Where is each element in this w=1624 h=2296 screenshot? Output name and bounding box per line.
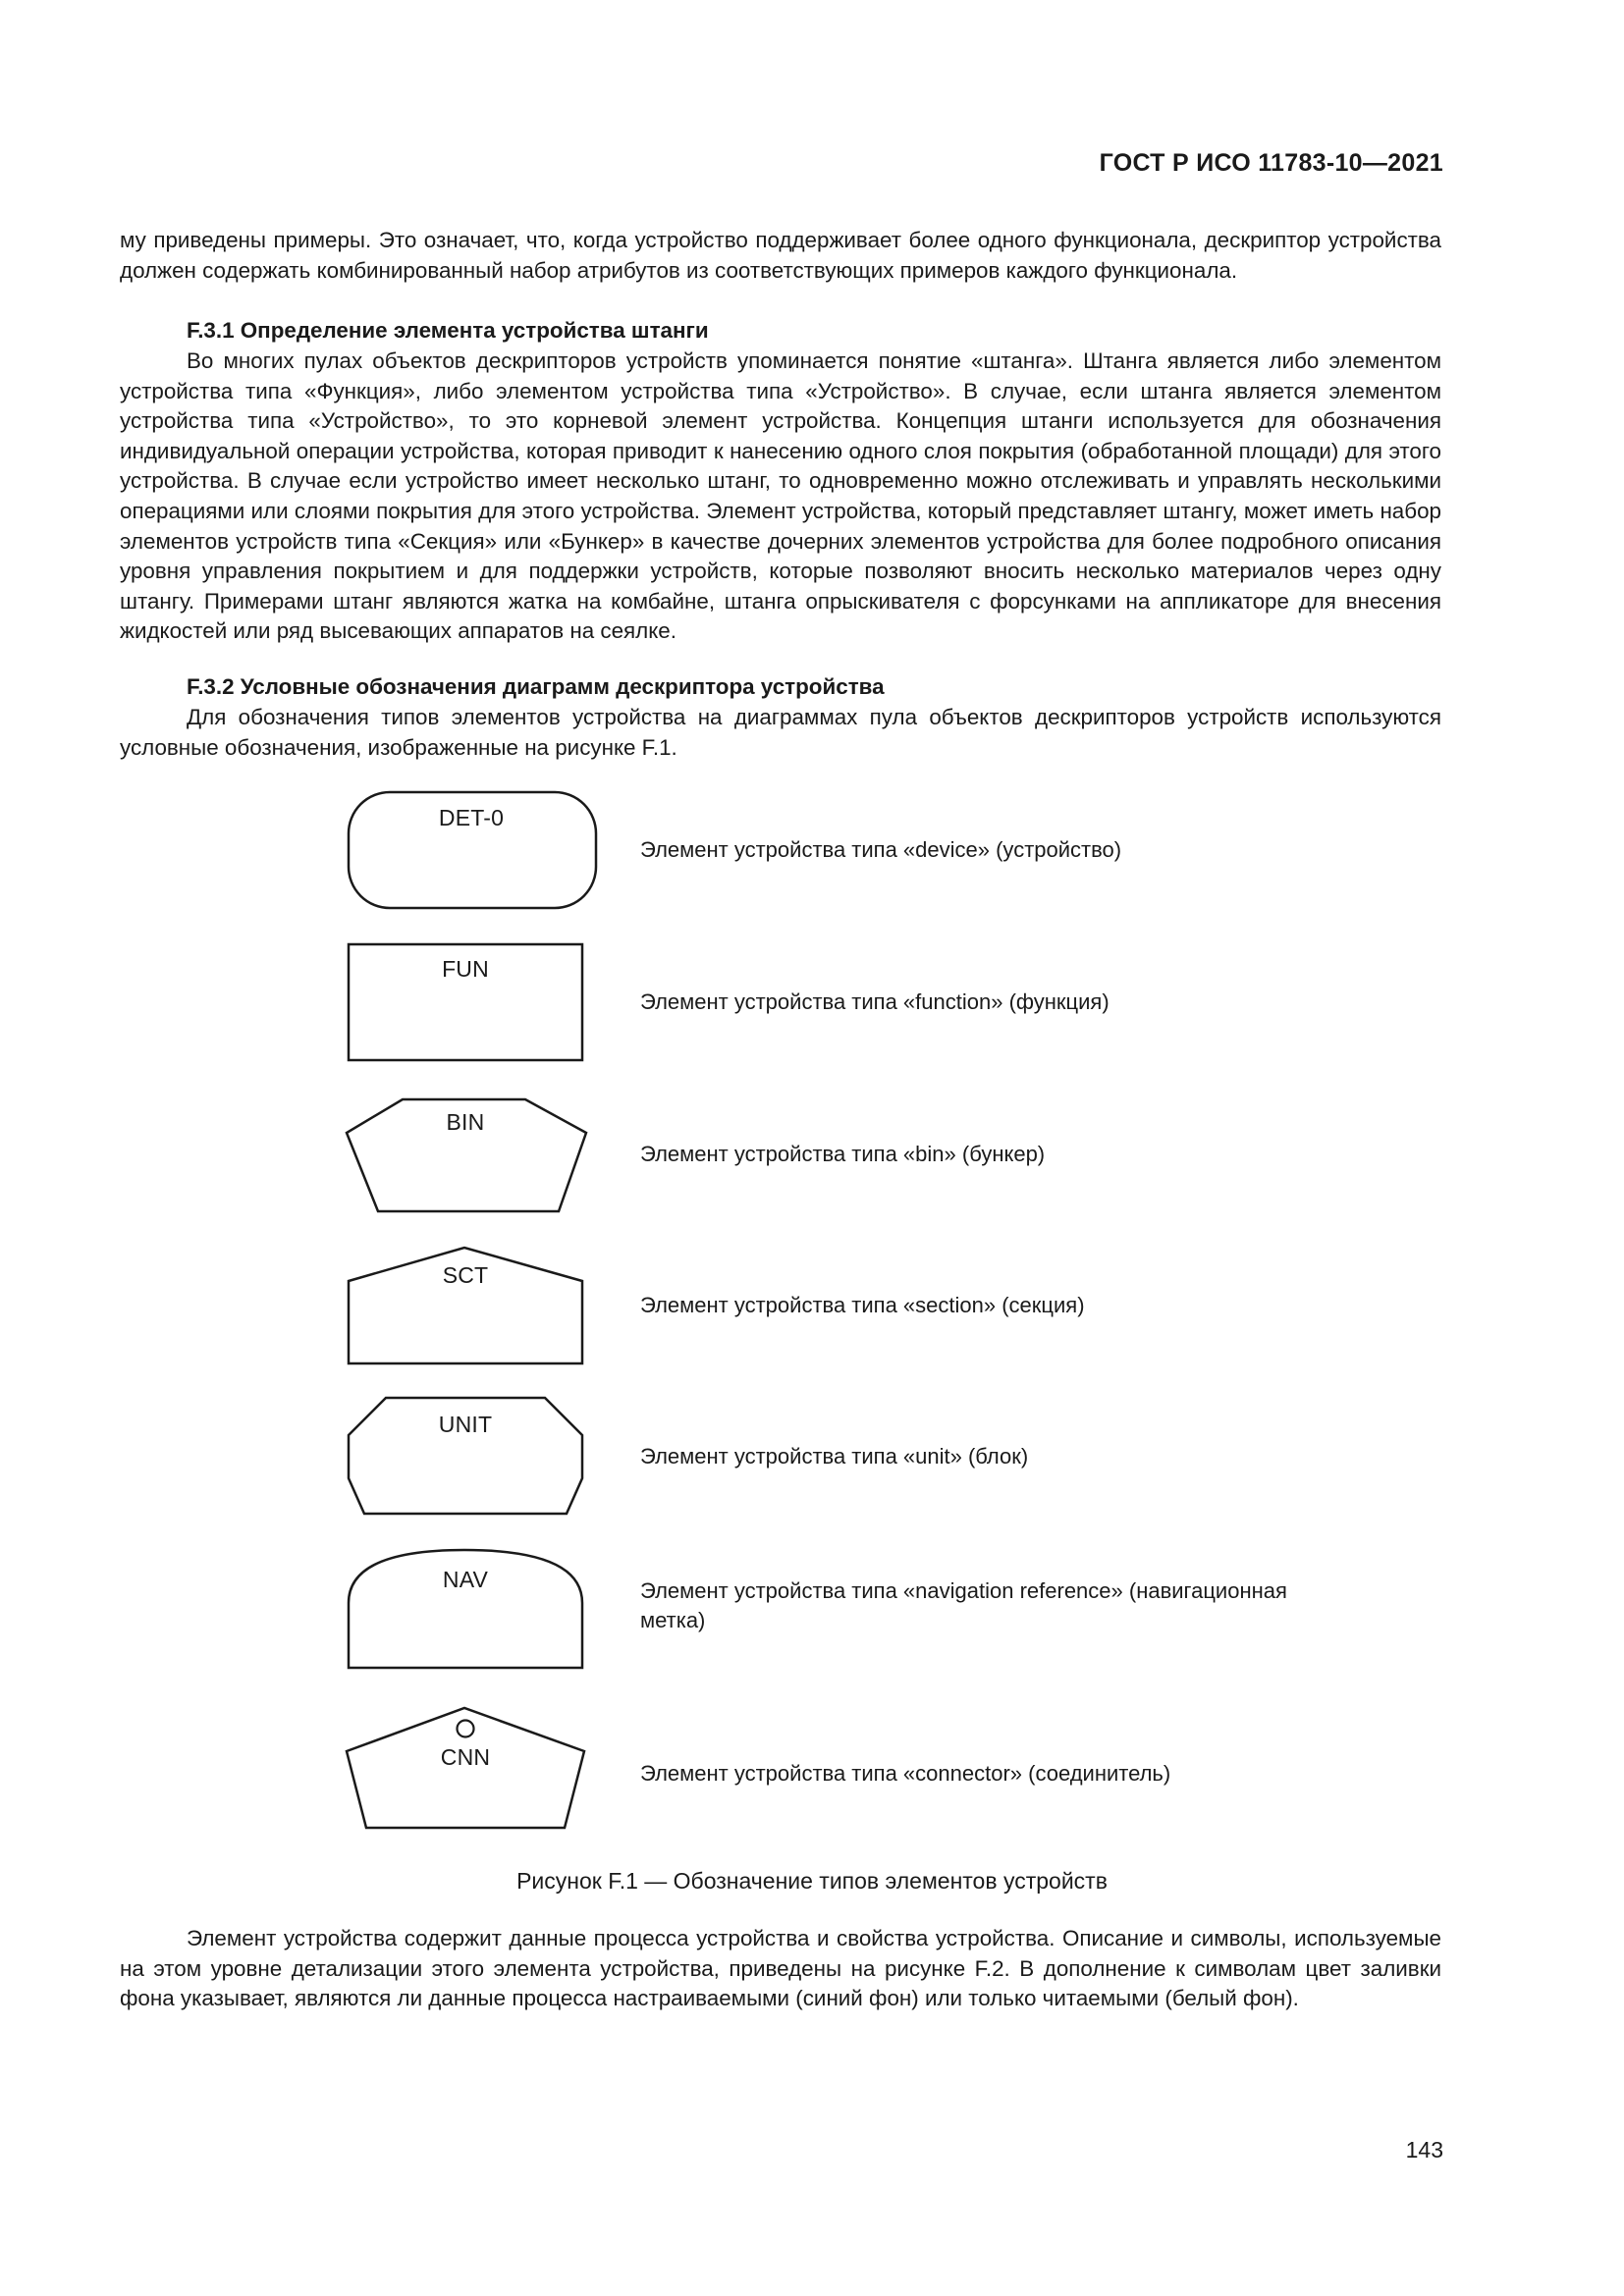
navigation-element-shape: [339, 1546, 604, 1674]
paragraph-element-data: Элемент устройства содержит данные процесса устройства и свойства устройства. Описание и символы, используемые на этом уровне детализации этого элемента устройства, приведены на рисунке F.2. В дополнение к символам цвет заливки фона указывает, являются ли данные процесса настраиваемыми (синий фон) или только читаемыми (белый фон).: [120, 1926, 1441, 2011]
function-description: Элемент устройства типа «function» (функция): [640, 989, 1110, 1014]
figure-caption: Рисунок F.1 — Обозначение типов элементов устройств: [516, 1868, 1108, 1894]
figure-item-function: [339, 942, 604, 1070]
device-description: Элемент устройства типа «device» (устройство): [640, 837, 1122, 862]
page-number: 143: [1405, 2137, 1443, 2163]
document-header: ГОСТ Р ИСО 11783-10—2021: [1099, 149, 1443, 177]
paragraph-symbols-intro: Для обозначения типов элементов устройства на диаграммах пула объектов дескрипторов устройств используются условные обозначения, изображенные на рисунке F.1.: [120, 705, 1441, 760]
unit-code-label: UNIT: [438, 1412, 493, 1437]
figure-item-device: [339, 790, 604, 918]
figure-item-navigation: [339, 1546, 604, 1674]
navigation-description: Элемент устройства типа «navigation reference» (навигационная метка): [640, 1578, 1287, 1632]
navigation-code-label: NAV: [442, 1567, 489, 1592]
unit-description: Элемент устройства типа «unit» (блок): [640, 1444, 1029, 1468]
figure-item-bin: [339, 1092, 604, 1219]
section-code-label: SCT: [442, 1262, 489, 1288]
section-heading-f32: F.3.2 Условные обозначения диаграмм дескриптора устройства: [187, 674, 885, 699]
figure-item-unit: [339, 1394, 604, 1522]
bin-description: Элемент устройства типа «bin» (бункер): [640, 1142, 1046, 1166]
device-code-label: DET-0: [438, 805, 505, 830]
paragraph-continuation: му приведены примеры. Это означает, что, когда устройство поддерживает более одного функционала, дескриптор устройства должен содержать комбинированный набор атрибутов из соответствующих примеров каждого функционала.: [120, 228, 1441, 283]
figure-item-section: [339, 1244, 604, 1371]
section-description: Элемент устройства типа «section» (секция): [640, 1293, 1085, 1317]
bin-code-label: BIN: [446, 1109, 485, 1135]
section-heading-f31: F.3.1 Определение элемента устройства штанги: [187, 318, 709, 343]
figure-item-connector: [339, 1706, 604, 1834]
connector-circle-icon: [458, 1721, 474, 1737]
function-code-label: FUN: [442, 956, 489, 982]
connector-description: Элемент устройства типа «connector» (соединитель): [640, 1761, 1171, 1786]
connector-code-label: CNN: [440, 1744, 491, 1770]
paragraph-boom-definition: Во многих пулах объектов дескрипторов устройств упоминается понятие «штанга». Штанга является либо элементом устройства типа «Функция», либо элементом устройства типа «Устройство». В случае, если штанга является элементом устройства типа «Устройство», то это корневой элемент устройства. Концепция штанги используется для обозначения индивидуальной операции устройства, которая приводит к нанесению одного слоя покрытия (обработанной площади) для этого устройства. В случае если устройство имеет несколько штанг, то одновременно можно отслеживать и управлять несколькими операциями или слоями покрытия для этого устройства. Элемент устройства, который представляет штангу, может иметь набор элементов устройств типа «Секция» или «Бункер» в качестве дочерних элементов устройства для более подробного описания уровня управления покрытием и для поддержки устройств, которые позволяют вносить несколько материалов через одну штангу. Примерами штанг являются жатка на комбайне, штанга опрыскивателя с форсунками на аппликаторе для внесения жидкостей или ряд высевающих аппаратов на сеялке.: [120, 348, 1441, 644]
